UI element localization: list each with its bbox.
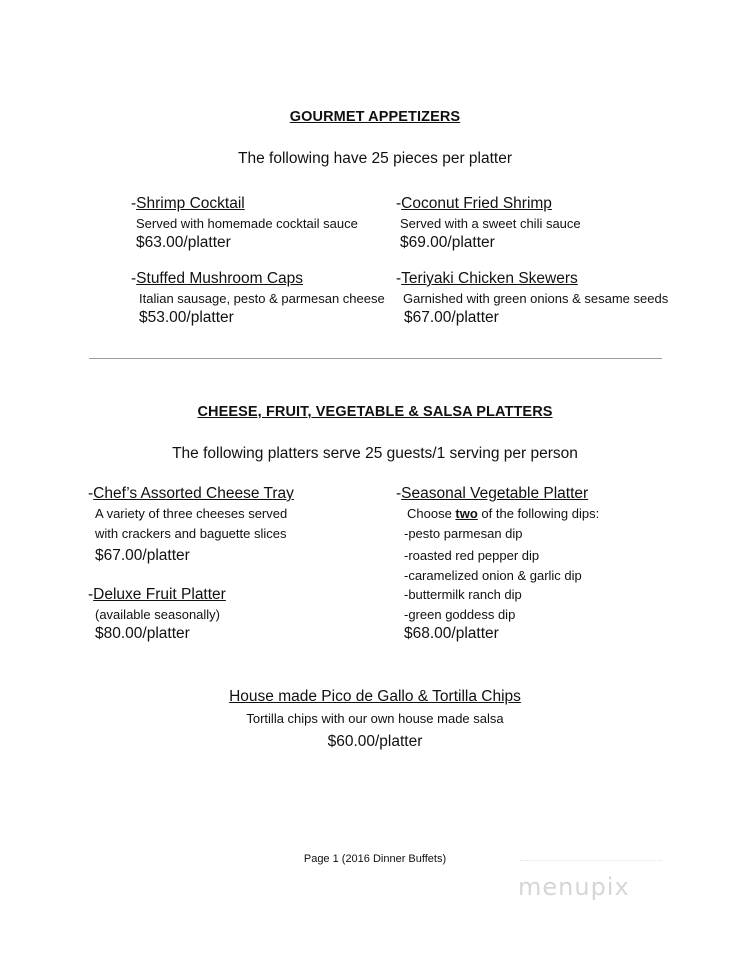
item-pico-de-gallo-desc: Tortilla chips with our own house made salsa <box>246 711 504 726</box>
item-cheese-tray-title: -Chef’s Assorted Cheese Tray <box>88 485 294 502</box>
item-shrimp-cocktail-title: -Shrimp Cocktail <box>131 195 245 212</box>
item-vegetable-platter-choose: Choose two of the following dips: <box>407 506 600 521</box>
item-fruit-platter-desc: (available seasonally) <box>95 607 221 622</box>
appetizers-subheading: The following have 25 pieces per platter <box>238 150 512 167</box>
item-vegetable-platter-title: -Seasonal Vegetable Platter <box>396 485 589 502</box>
dip-item: -green goddess dip <box>404 607 516 622</box>
section-divider <box>89 358 662 359</box>
dip-item: -caramelized onion & garlic dip <box>404 568 582 583</box>
item-cheese-tray-price: $67.00/platter <box>95 547 190 564</box>
item-fruit-platter-price: $80.00/platter <box>95 625 190 642</box>
platters-heading: CHEESE, FRUIT, VEGETABLE & SALSA PLATTERS <box>197 404 553 420</box>
appetizers-heading: GOURMET APPETIZERS <box>289 109 461 125</box>
item-teriyaki-skewers-price: $67.00/platter <box>404 309 499 326</box>
item-mushroom-caps-title: -Stuffed Mushroom Caps <box>131 270 304 287</box>
item-teriyaki-skewers-title: -Teriyaki Chicken Skewers <box>396 270 578 287</box>
item-shrimp-cocktail-price: $63.00/platter <box>136 234 231 251</box>
item-teriyaki-skewers-desc: Garnished with green onions & sesame seeds <box>403 291 669 306</box>
page-footer: Page 1 (2016 Dinner Buffets) <box>303 853 447 865</box>
item-fruit-platter-title: -Deluxe Fruit Platter <box>88 586 226 603</box>
item-coconut-shrimp-desc: Served with a sweet chili sauce <box>400 216 581 231</box>
item-vegetable-platter-price: $68.00/platter <box>404 625 499 642</box>
dip-item: -roasted red pepper dip <box>404 548 540 563</box>
item-pico-de-gallo-title: House made Pico de Gallo & Tortilla Chips <box>229 688 521 705</box>
item-mushroom-caps-price: $53.00/platter <box>139 309 234 326</box>
platters-subheading: The following platters serve 25 guests/1 serving per person <box>172 445 578 462</box>
watermark-line <box>520 860 662 861</box>
item-cheese-tray-desc-2: with crackers and baguette slices <box>95 526 287 541</box>
item-shrimp-cocktail-desc: Served with homemade cocktail sauce <box>136 216 358 231</box>
dip-item: -buttermilk ranch dip <box>404 587 522 602</box>
item-coconut-shrimp-price: $69.00/platter <box>400 234 495 251</box>
item-pico-de-gallo-price: $60.00/platter <box>327 733 423 750</box>
item-coconut-shrimp-title: -Coconut Fried Shrimp <box>396 195 552 212</box>
watermark-logo: menupix <box>518 873 630 901</box>
item-cheese-tray-desc-1: A variety of three cheeses served <box>95 506 288 521</box>
item-mushroom-caps-desc: Italian sausage, pesto & parmesan cheese <box>139 291 385 306</box>
dip-item: -pesto parmesan dip <box>404 526 523 541</box>
